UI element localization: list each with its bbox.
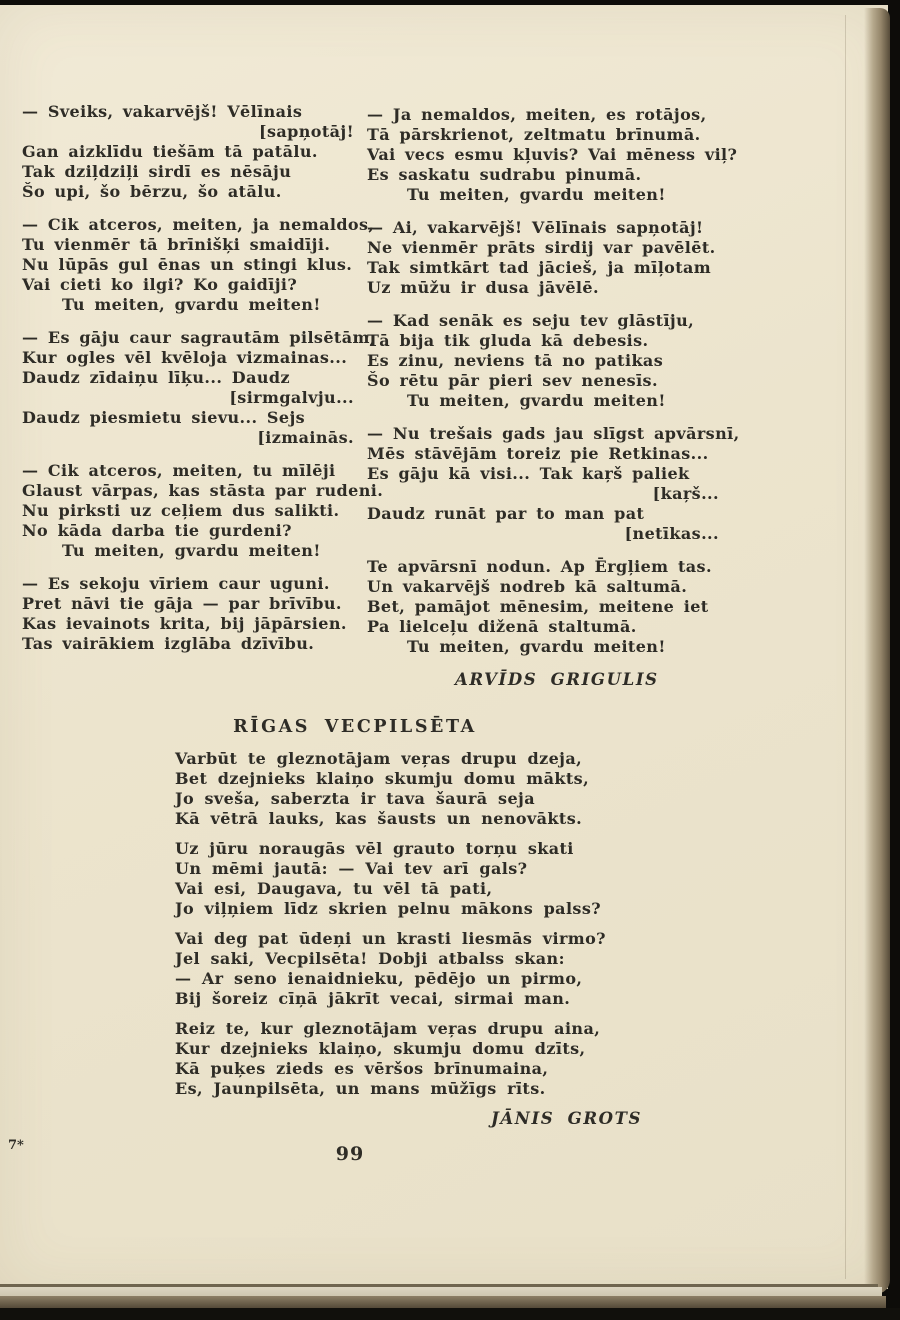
poem-line: — Es sekoju vīriem caur uguni. <box>22 574 330 593</box>
poem-line: [izmainās. <box>257 428 354 447</box>
poem-line: Uz jūru noraugās vēl grauto torņu skati <box>175 839 574 858</box>
stanza <box>175 929 670 1009</box>
poem-line: Tu meiten, gvardu meiten! <box>407 391 666 410</box>
poem-line: Vai esi, Daugava, tu vēl tā pati, <box>175 879 493 898</box>
poem-line: Tu meiten, gvardu meiten! <box>62 295 321 314</box>
poem-line: Es saskatu sudrabu pinumā. <box>367 165 642 184</box>
poem-line: Glaust vārpas, kas stāsta par rudeni. <box>22 481 384 500</box>
poem-line: Jel saki, Vecpilsēta! Dobji atbalss skan: <box>175 949 565 968</box>
poem-line: No kāda darba tie gurdeni? <box>22 521 292 540</box>
poem-line: — Nu trešais gads jau slīgst apvārsnī, <box>367 424 740 443</box>
poem-line: — Ar seno ienaidnieku, pēdējo un pirmo, <box>175 969 583 988</box>
poem-line: [netīkas... <box>624 524 719 543</box>
page-number: 99 <box>335 1143 365 1165</box>
poem-line: [kaŗš... <box>652 484 719 503</box>
poem-line: Šo rētu pār pieri sev nenesīs. <box>367 371 658 390</box>
poem-line: — Es gāju caur sagrautām pilsētām, <box>22 328 376 347</box>
poem2-author: JĀNIS GROTS <box>490 1109 642 1128</box>
poem-line: Vai cieti ko ilgi? Ko gaidīji? <box>22 275 298 294</box>
poem-line: — Cik atceros, meiten, tu mīlēji <box>22 461 336 480</box>
stanza <box>22 574 354 654</box>
poem-line: Tak simtkārt tad jācieš, ja mīļotam <box>367 258 712 277</box>
poem-line: Vai deg pat ūdeņi un krasti liesmās virmo? <box>175 929 606 948</box>
page-stack-edge <box>0 1308 900 1320</box>
poem-line: Es zinu, neviens tā no patikas <box>367 351 664 370</box>
poem-line: Un vakarvējš nodreb kā saltumā. <box>367 577 688 596</box>
poem-line: Reiz te, kur gleznotājam veŗas drupu aina, <box>175 1019 601 1038</box>
stanza <box>175 1019 670 1099</box>
poem-line: Bet, pamājot mēnesim, meitene iet <box>367 597 709 616</box>
poem-line: Bij šoreiz cīņā jākrīt vecai, sirmai man. <box>175 989 571 1008</box>
poem-line: Bet dzejnieks klaiņo skumju domu mākts, <box>175 769 590 788</box>
poem-line: [sapņotāj! <box>258 122 354 141</box>
poem-line: Es, Jaunpilsēta, un mans mūžīgs rīts. <box>175 1079 546 1098</box>
poem2-title: RĪGAS VECPILSĒTA <box>233 717 477 737</box>
stanza <box>367 105 738 205</box>
poem-line: Vai vecs esmu kļuvis? Vai mēness viļ? <box>367 145 738 164</box>
stanza <box>367 557 719 657</box>
poem-line: Pret nāvi tie gāja — par brīvību. <box>22 594 342 613</box>
footnote-mark: 7* <box>8 1138 24 1153</box>
poem1-author: ARVĪDS GRIGULIS <box>455 670 659 689</box>
poem-line: — Ai, vakarvējš! Vēlīnais sapņotāj! <box>367 218 704 237</box>
poem-line: Jo viļņiem līdz skrien pelnu mākons palss? <box>175 899 602 918</box>
stanza <box>22 215 375 315</box>
poem-line: Tā bija tik gluda kā debesis. <box>367 331 649 350</box>
stanza <box>22 328 376 448</box>
stanza <box>175 839 670 919</box>
poem-line: Es gāju kā visi... Tak kaŗš paliek <box>367 464 690 483</box>
poem-line: Tā pārskrienot, zeltmatu brīnumā. <box>367 125 701 144</box>
poem-line: Tu meiten, gvardu meiten! <box>407 185 666 204</box>
page-stack-edge <box>0 1287 882 1296</box>
stanza <box>367 311 719 411</box>
stanza <box>367 218 719 298</box>
poem1-left-column <box>22 102 384 667</box>
stanza <box>22 461 384 561</box>
poem-line: Tu vienmēr tā brīnišķi smaidīji. <box>22 235 331 254</box>
poem-line: Tas vairākiem izglāba dzīvību. <box>22 634 315 653</box>
poem-line: Kur ogles vēl kvēloja vizmainas... <box>22 348 348 367</box>
page-deckle-edge <box>864 8 890 1294</box>
poem-line: Nu pirksti uz ceļiem dus salikti. <box>22 501 340 520</box>
poem-line: Daudz runāt par to man pat <box>367 504 645 523</box>
poem-line: — Sveiks, vakarvējš! Vēlīnais <box>22 102 303 121</box>
poem2-body <box>175 749 670 1129</box>
poem-line: Ne vienmēr prāts sirdij var pavēlēt. <box>367 238 716 257</box>
poem-line: — Kad senāk es seju tev glāstīju, <box>367 311 695 330</box>
stanza <box>175 749 670 829</box>
poem1-right-column <box>367 105 740 690</box>
poem-line: Un mēmi jautā: — Vai tev arī gals? <box>175 859 528 878</box>
poem-line: Kur dzejnieks klaiņo, skumju domu dzīts, <box>175 1039 586 1058</box>
page-stack-edge <box>0 1296 886 1308</box>
poem-line: [sirmgalvju... <box>229 388 354 407</box>
poem-line: Kā vētrā lauks, kas šausts un nenovākts. <box>175 809 583 828</box>
poem-line: Tu meiten, gvardu meiten! <box>407 637 666 656</box>
poem-line: Te apvārsnī nodun. Ap Ērgļiem tas. <box>367 557 712 576</box>
page-crease <box>845 15 846 1279</box>
poem-line: Tu meiten, gvardu meiten! <box>62 541 321 560</box>
poem-line: Jo sveša, saberzta ir tava šaurā seja <box>175 789 535 808</box>
poem1-right-stanzas <box>367 105 740 657</box>
poem-line: — Ja nemaldos, meiten, es rotājos, <box>367 105 707 124</box>
stanza <box>22 102 354 202</box>
poem-line: Šo upi, šo bērzu, šo atālu. <box>22 182 282 201</box>
poem-line: Gan aizklīdu tiešām tā patālu. <box>22 142 318 161</box>
poem-line: Daudz zīdaiņu līķu... Daudz <box>22 368 290 387</box>
poem-line: Nu lūpās gul ēnas un stingi klus. <box>22 255 353 274</box>
poem-line: Mēs stāvējām toreiz pie Retkinas... <box>367 444 709 463</box>
poem-line: Kā puķes zieds es vēršos brīnumaina, <box>175 1059 549 1078</box>
poem-line: Daudz piesmietu sievu... Sejs <box>22 408 306 427</box>
poem-line: Tak dziļdziļi sirdī es nēsāju <box>22 162 292 181</box>
poem-line: — Cik atceros, meiten, ja nemaldos, <box>22 215 375 234</box>
book-page <box>0 5 888 1289</box>
stanza <box>367 424 740 544</box>
poem-line: Pa lielceļu diženā staltumā. <box>367 617 637 636</box>
poem2-stanzas <box>175 749 670 1099</box>
poem-line: Uz mūžu ir dusa jāvēlē. <box>367 278 599 297</box>
poem-line: Kas ievainots krita, bij jāpārsien. <box>22 614 347 633</box>
poem-line: Varbūt te gleznotājam veŗas drupu dzeja, <box>175 749 583 768</box>
